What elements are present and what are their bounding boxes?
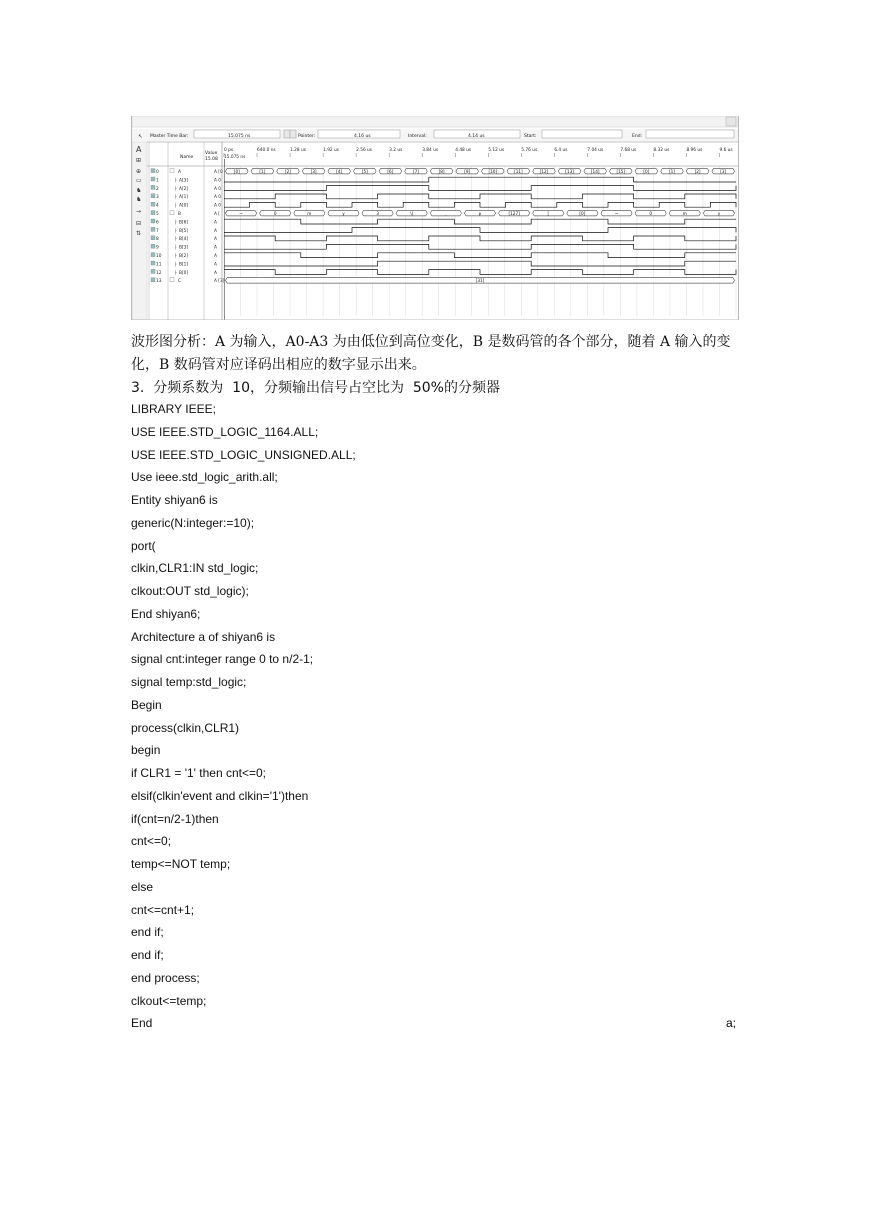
bus-segment-label: [1]	[669, 168, 675, 174]
time-tick-label: 2.56 us	[356, 148, 373, 153]
bus-segment-label: [3]	[310, 168, 317, 174]
time-tick-label: 0 ps	[224, 148, 234, 153]
group-tool-icon: ⊟	[136, 220, 142, 227]
signal-value: A	[214, 228, 217, 234]
tree-connector: ├	[174, 178, 177, 184]
code-line: clkin,CLR1:IN std_logic;	[131, 561, 259, 576]
code-line: elsif(clkin'event and clkin='1')then	[131, 788, 309, 803]
code-line: process(clkin,CLR1)	[131, 720, 240, 735]
time-tick-label: 8.96 us	[686, 148, 703, 153]
code-line: generic(N:integer:=10);	[131, 515, 255, 530]
pointer-label: Pointer:	[298, 134, 316, 139]
value-column-header: Value	[205, 151, 218, 156]
signal-index: 6	[156, 220, 159, 226]
bus-segment-label: _	[444, 210, 447, 216]
time-tick-label: 7.68 us	[620, 148, 637, 153]
bus-segment-label: 3	[376, 210, 379, 216]
bus-segment-label: m	[307, 210, 312, 216]
tree-connector: ├	[174, 228, 177, 234]
code-line: clkout:OUT std_logic);	[131, 584, 249, 598]
time-tick-label: 7.04 us	[587, 148, 604, 153]
code-end-architecture-name: a;	[725, 1016, 736, 1031]
bus-segment-label: \(	[410, 210, 414, 216]
time-tick-label: 1.92 us	[323, 148, 340, 153]
code-line: signal temp:std_logic;	[131, 675, 247, 689]
signal-type-icon	[151, 219, 155, 223]
bus-segment-label: [5]	[361, 168, 368, 174]
signal-index: 2	[156, 186, 159, 192]
signal-name: B[3]	[179, 245, 189, 251]
waveform-trace	[224, 194, 736, 199]
code-line: cnt<=0;	[131, 834, 172, 849]
signal-index: 13	[156, 279, 162, 285]
signal-index: 3	[156, 195, 159, 201]
tree-connector: ├	[174, 245, 177, 251]
code-line: else	[131, 879, 154, 894]
time-tick-label: 6.4 us	[554, 148, 568, 153]
signal-index: 9	[156, 245, 159, 251]
expand-icon	[170, 169, 174, 173]
signal-value: A [0	[214, 170, 223, 175]
bus-segment-label: [31]	[475, 278, 485, 283]
code-line: if CLR1 = '1' then cnt<=0;	[131, 766, 266, 780]
tree-connector: ├	[174, 262, 177, 268]
bus-segment-label: [0]	[233, 168, 240, 174]
signal-value: A [3]	[214, 279, 225, 285]
replace-tool-icon: ♞	[136, 196, 142, 203]
signal-name: B[0]	[179, 270, 189, 276]
start-field	[542, 130, 622, 138]
signal-value: A 0	[214, 186, 222, 192]
waveform-trace	[224, 228, 736, 233]
signal-index: 0	[156, 170, 159, 175]
code-line: End shiyan6;	[131, 606, 201, 621]
time-tick-label: 5.76 us	[521, 148, 538, 153]
time-bar-left-arrow	[284, 130, 290, 138]
scroll-button	[726, 117, 736, 126]
signal-name: B[5]	[179, 228, 189, 234]
bus-segment-label: [2]	[285, 168, 291, 174]
waveform-simulation-screenshot	[131, 116, 739, 320]
time-tick-label: 1.28 us	[290, 148, 306, 153]
top-strip	[132, 116, 738, 127]
waveform-trace	[224, 270, 736, 275]
waveform-trace	[224, 236, 736, 241]
signal-value: A [	[214, 212, 220, 217]
signal-index: 10	[156, 254, 162, 259]
tree-connector: ├	[174, 237, 177, 243]
code-line: cnt<=cnt+1;	[131, 902, 195, 917]
signal-type-icon	[151, 194, 155, 198]
bus-segment-label: [10]	[488, 168, 498, 174]
tree-connector: ├	[174, 270, 177, 276]
waveform-trace	[224, 253, 736, 258]
bus-segment-label: [12]	[539, 168, 549, 174]
signal-value: A	[214, 262, 217, 268]
bus-segment-label: y	[717, 210, 721, 216]
signal-type-icon	[151, 211, 155, 215]
bus-segment-label: [9]	[464, 168, 471, 174]
code-line: end if;	[131, 948, 164, 962]
signal-name: B[6]	[179, 220, 189, 226]
waveform-trace	[224, 177, 736, 182]
text-tool-icon: A	[136, 145, 142, 154]
signal-value: A	[214, 237, 217, 243]
bus-segment-label: [3]	[720, 168, 727, 174]
signal-value: A	[214, 220, 217, 226]
signal-index: 5	[156, 212, 159, 217]
code-line: Begin	[131, 697, 162, 712]
master-time-bar-label: Master Time Bar:	[150, 134, 189, 139]
time-tick-label: 640.0 ns	[257, 148, 276, 153]
signal-type-icon	[151, 202, 155, 206]
signal-value: A 0	[214, 178, 222, 184]
signal-name: A[1]	[179, 195, 189, 201]
signal-type-icon	[151, 185, 155, 189]
signal-name: B	[178, 212, 181, 217]
bus-segment-label: [	[547, 210, 550, 216]
bus-segment-label: [13]	[565, 168, 574, 174]
code-line: temp<=NOT temp;	[131, 857, 231, 871]
signal-index: 8	[156, 237, 159, 243]
signal-value: A	[214, 245, 217, 251]
cursor-tool-icon: ↖	[138, 134, 143, 140]
interval-value: 4.14 us	[468, 134, 485, 139]
start-label: Start:	[524, 134, 537, 139]
bus-segment-label: m	[682, 210, 687, 216]
signal-index: 1	[156, 178, 159, 184]
end-field	[646, 130, 734, 138]
tree-connector: ├	[174, 203, 177, 209]
code-line: begin	[131, 743, 161, 758]
time-cursor-label: 15.075 ns	[224, 155, 246, 160]
bus-segment-label: [2]	[694, 168, 701, 174]
code-line: clkout<=temp;	[131, 993, 207, 1008]
time-tick-label: 9.6 us	[719, 148, 733, 153]
bus-segment-label: [0]	[643, 168, 650, 174]
signal-name: A	[178, 170, 181, 175]
sort-tool-icon: ⇅	[136, 230, 142, 237]
tree-connector: ├	[174, 186, 177, 192]
signal-index: 7	[156, 228, 159, 234]
signal-name: A[2]	[179, 186, 189, 192]
signal-value: A	[214, 254, 217, 259]
master-time-bar-value: 15.075 ns	[228, 134, 251, 139]
code-line: end if;	[131, 925, 164, 940]
bus-segment-label: ~	[614, 210, 619, 216]
find-tool-icon: ♞	[136, 187, 142, 194]
waveform-trace	[224, 186, 736, 191]
signal-type-icon	[151, 278, 155, 282]
bus-segment-label: [8]	[438, 168, 445, 174]
bus-segment-label: [15]	[616, 168, 626, 174]
node-tool-icon: ⊞	[136, 157, 142, 164]
bus-segment-label: [4]	[336, 168, 343, 174]
waveform-trace	[224, 244, 736, 249]
signal-type-icon	[151, 177, 155, 181]
bus-segment-label: p	[478, 210, 482, 216]
code-line: if(cnt=n/2-1)then	[131, 811, 219, 826]
waveform-trace	[224, 261, 736, 266]
interval-label: Interval:	[408, 134, 427, 139]
time-tick-label: 8.32 us	[653, 148, 670, 153]
signal-type-icon	[151, 227, 155, 231]
time-tick-label: 5.12 us	[488, 148, 505, 153]
bus-segment-label: 0	[273, 210, 277, 216]
bus-segment-label: 0	[649, 210, 653, 216]
code-end-keyword: End	[131, 1016, 153, 1031]
signal-value: A 0	[214, 195, 222, 201]
signal-name: B[1]	[179, 262, 189, 268]
signal-type-icon	[151, 253, 155, 257]
time-tick-label: 4.48 us	[455, 148, 472, 153]
bus-segment-label: [14]	[590, 168, 600, 174]
tree-connector: ├	[174, 195, 177, 201]
waveform-analysis-paragraph: 波形图分析：A 为输入，A0-A3 为由低位到高位变化，B 是数码管的各个部分，随着 A 输入的变化，B 数码管对应译码出相应的数字显示出来。	[131, 334, 731, 373]
value-column-time: 15.08	[205, 157, 218, 162]
time-tick-label: 3.84 us	[422, 148, 439, 153]
signal-type-icon	[151, 261, 155, 265]
signal-type-icon	[151, 169, 155, 173]
bus-segment-label: [1]	[259, 168, 266, 174]
end-label: End:	[632, 134, 643, 139]
name-column-header: Name	[180, 155, 194, 160]
signal-name: B[2]	[179, 254, 189, 259]
signal-name: C	[178, 279, 182, 285]
time-tick-label: 3.2 us	[389, 148, 403, 153]
signal-value: A 0	[214, 203, 222, 209]
bus-segment-label: ~	[239, 210, 243, 216]
code-line: LIBRARY IEEE;	[131, 402, 216, 416]
signal-name: A[0]	[179, 203, 189, 209]
code-line: Use ieee.std_logic_arith.all;	[131, 470, 278, 485]
signal-name: B[4]	[179, 237, 189, 243]
tree-connector: ├	[174, 220, 177, 226]
code-line: port(	[131, 538, 156, 553]
signal-index: 12	[156, 270, 162, 276]
code-line: Architecture a of shiyan6 is	[131, 629, 276, 644]
bus-segment-label: [6]	[387, 168, 394, 174]
section-3-title: 3. 分频系数为 10，分频输出信号占空比为 50%的分频器	[131, 380, 500, 396]
waveform-trace	[224, 219, 736, 224]
bus-segment-label: [127]	[508, 210, 520, 216]
zoom-tool-icon: ⊕	[136, 168, 142, 175]
code-line: signal cnt:integer range 0 to n/2-1;	[131, 652, 314, 667]
code-line: Entity shiyan6 is	[131, 493, 218, 507]
arrow-tool-icon: →	[136, 208, 142, 215]
tree-connector: ├	[174, 254, 177, 259]
signal-type-icon	[151, 269, 155, 273]
waveform-trace	[224, 202, 736, 207]
signal-name: A[3]	[179, 178, 189, 184]
signal-index: 4	[156, 203, 159, 209]
expand-icon	[170, 278, 174, 282]
signal-type-icon	[151, 244, 155, 248]
code-line: USE IEEE.STD_LOGIC_UNSIGNED.ALL;	[131, 447, 356, 462]
signal-index: 11	[156, 262, 162, 268]
time-bar-right-arrow	[290, 130, 296, 138]
expand-icon	[170, 211, 174, 215]
signal-value: A	[214, 270, 217, 276]
bus-segment-label: y	[342, 210, 345, 216]
copy-tool-icon: ▭	[136, 177, 142, 184]
bus-segment-label: [7]	[413, 168, 419, 174]
code-line: USE IEEE.STD_LOGIC_1164.ALL;	[131, 424, 319, 439]
bus-segment-label: [0]	[579, 210, 586, 216]
bus-segment-label: [11]	[514, 168, 523, 174]
code-line: end process;	[131, 970, 200, 985]
pointer-value: 4.16 us	[354, 134, 371, 139]
signal-type-icon	[151, 236, 155, 240]
